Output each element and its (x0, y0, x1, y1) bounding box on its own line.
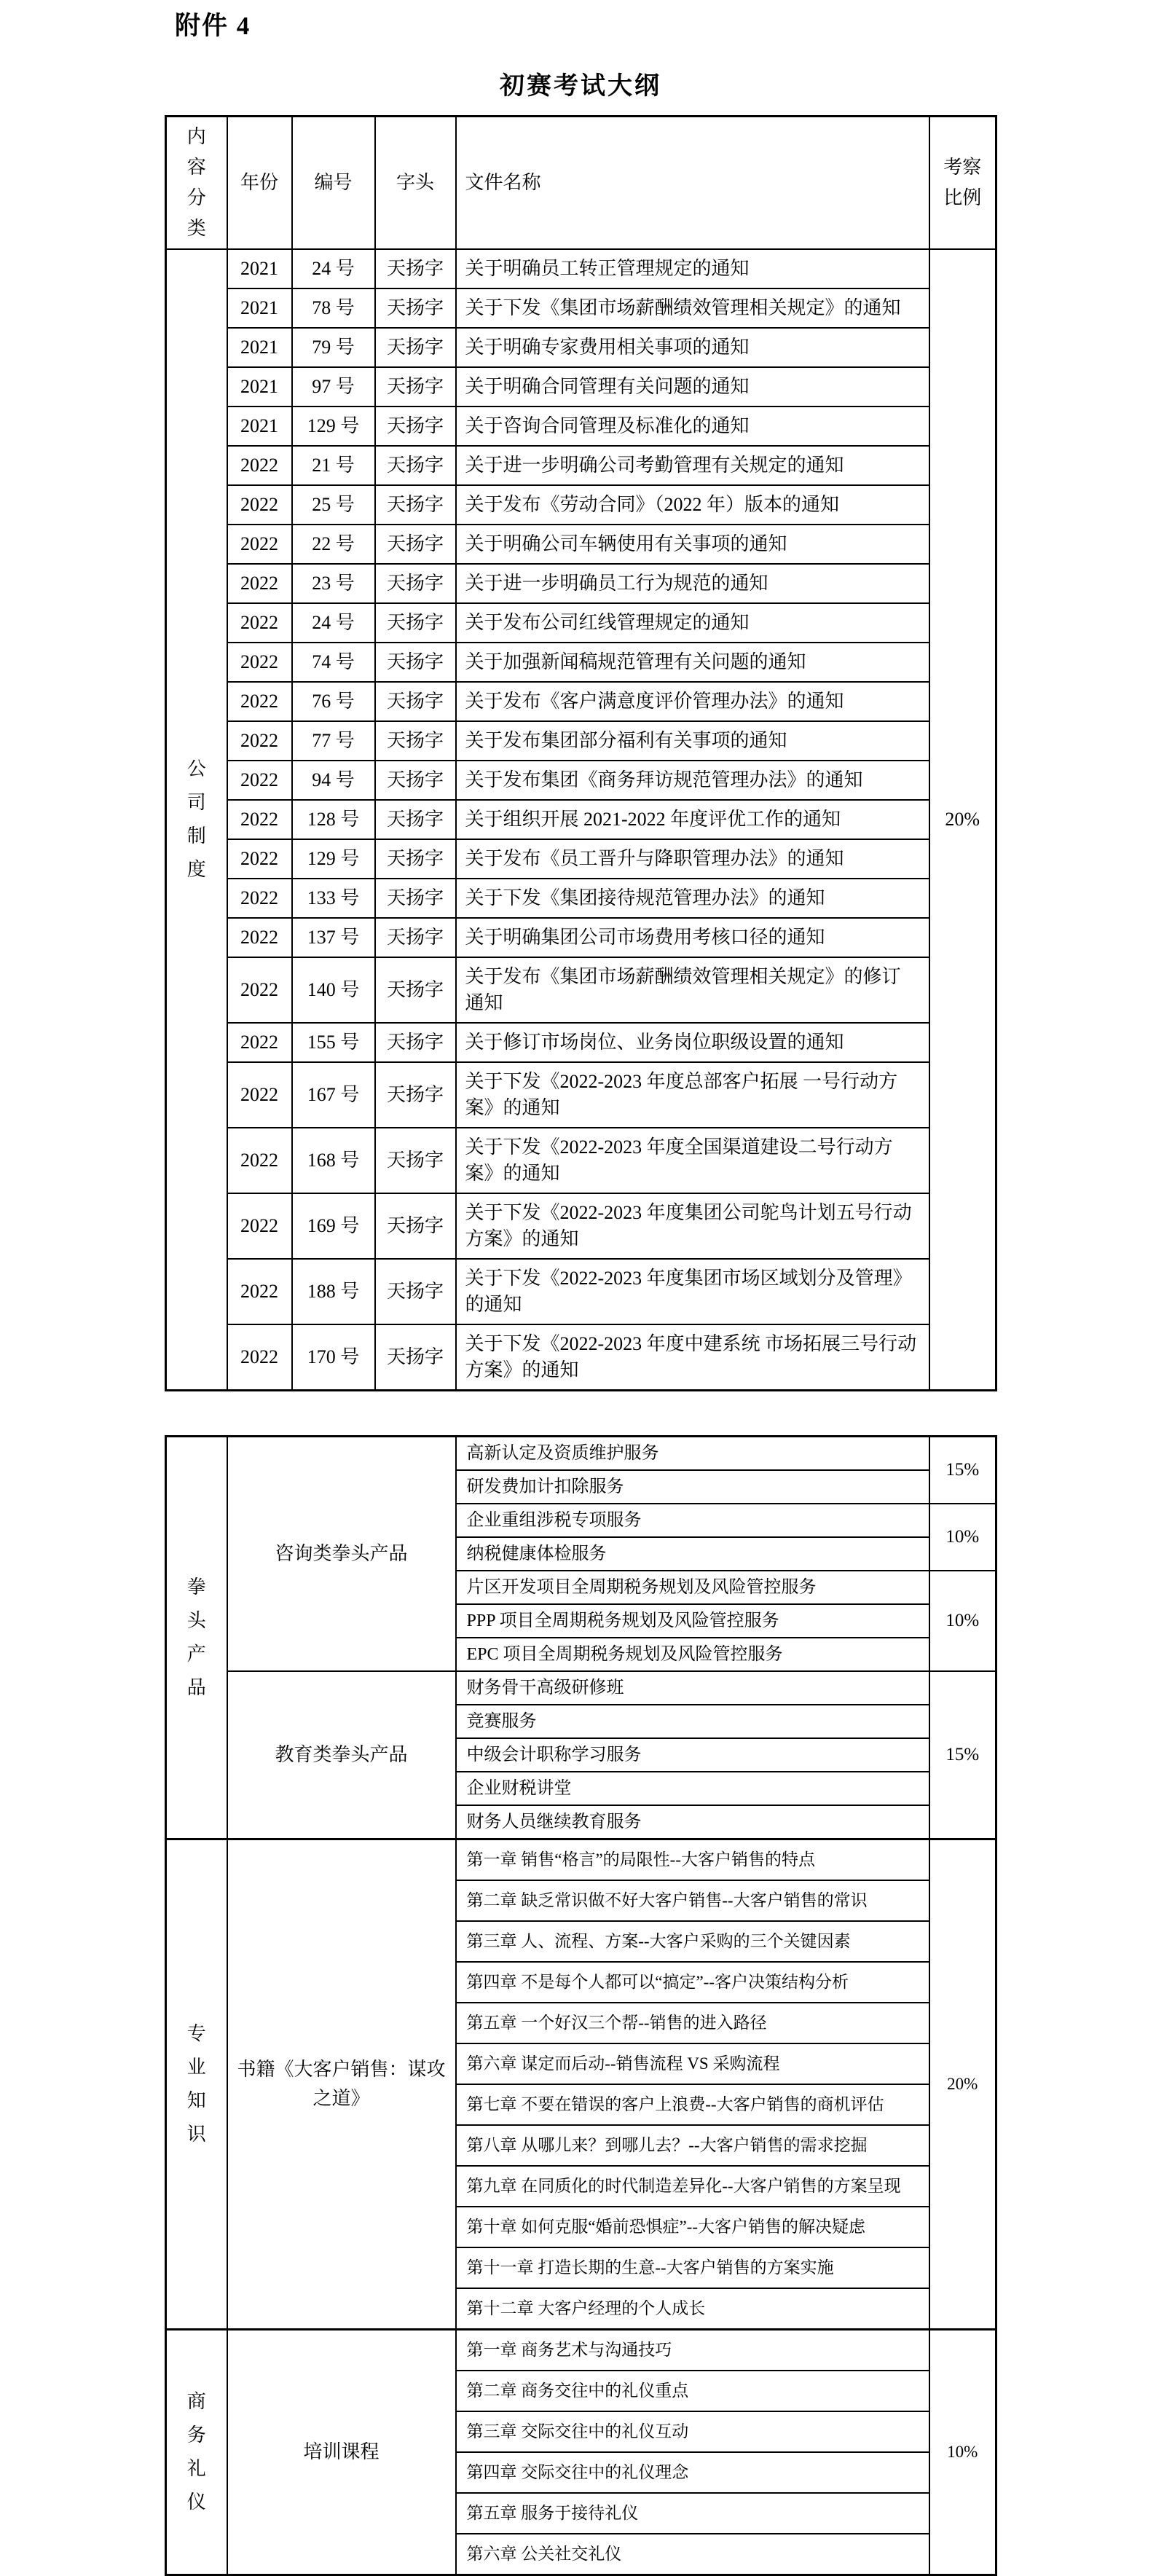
year-cell: 2022 (227, 682, 292, 721)
file-name-cell: 关于明确公司车辆使用有关事项的通知 (456, 525, 929, 564)
year-cell: 2021 (227, 249, 292, 288)
number-cell: 128 号 (292, 800, 375, 839)
year-cell: 2022 (227, 879, 292, 918)
content-item-cell: 第三章 交际交往中的礼仪互动 (456, 2411, 929, 2452)
number-cell: 78 号 (292, 288, 375, 328)
content-item-cell: 第二章 缺乏常识做不好大客户销售--大客户销售的常识 (456, 1880, 929, 1921)
prefix-cell: 天扬字 (375, 1062, 456, 1128)
content-item-cell: 第五章 服务于接待礼仪 (456, 2493, 929, 2534)
number-cell: 79 号 (292, 328, 375, 367)
number-cell: 170 号 (292, 1324, 375, 1391)
policy-row (166, 1324, 996, 1391)
file-name-cell: 关于发布《劳动合同》（2022 年）版本的通知 (456, 485, 929, 525)
policy-row (166, 407, 996, 446)
policy-row (166, 918, 996, 957)
header-year: 年份 (227, 117, 292, 250)
exam-ratio-cell: 10% (929, 1571, 996, 1671)
file-name-cell: 关于发布《集团市场薪酬绩效管理相关规定》的修订通知 (456, 957, 929, 1023)
content-item-cell: 第八章 从哪儿来？到哪儿去？--大客户销售的需求挖掘 (456, 2125, 929, 2166)
content-item-cell: 第二章 商务交往中的礼仪重点 (456, 2371, 929, 2411)
table1-header-row (166, 117, 996, 250)
prefix-cell: 天扬字 (375, 446, 456, 485)
content-row (166, 1437, 996, 1471)
policy-row (166, 367, 996, 407)
content-item-cell: 片区开发项目全周期税务规划及风险管控服务 (456, 1571, 929, 1604)
number-cell: 25 号 (292, 485, 375, 525)
file-name-cell: 关于发布《员工晋升与降职管理办法》的通知 (456, 839, 929, 879)
file-name-cell: 关于发布集团部分福利有关事项的通知 (456, 721, 929, 761)
exam-ratio-cell: 20% (929, 1839, 996, 2330)
table2-body (166, 1437, 996, 2575)
file-name-cell: 关于下发《集团接待规范管理办法》的通知 (456, 879, 929, 918)
content-item-cell: 第九章 在同质化的时代制造差异化--大客户销售的方案呈现 (456, 2166, 929, 2207)
policy-row (166, 721, 996, 761)
prefix-cell: 天扬字 (375, 682, 456, 721)
year-cell: 2021 (227, 367, 292, 407)
category-cell: 商务礼仪 (166, 2330, 227, 2575)
policy-row (166, 800, 996, 839)
content-item-cell: 第七章 不要在错误的客户上浪费--大客户销售的商机评估 (456, 2084, 929, 2125)
content-item-cell: 第三章 人、流程、方案--大客户采购的三个关键因素 (456, 1921, 929, 1962)
year-cell: 2022 (227, 446, 292, 485)
exam-ratio-cell: 20% (929, 249, 996, 1391)
file-name-cell: 关于咨询合同管理及标准化的通知 (456, 407, 929, 446)
number-cell: 24 号 (292, 603, 375, 643)
year-cell: 2022 (227, 603, 292, 643)
policy-row (166, 446, 996, 485)
prefix-cell: 天扬字 (375, 288, 456, 328)
prefix-cell: 天扬字 (375, 1128, 456, 1193)
year-cell: 2022 (227, 1062, 292, 1128)
file-name-cell: 关于明确合同管理有关问题的通知 (456, 367, 929, 407)
year-cell: 2022 (227, 957, 292, 1023)
prefix-cell: 天扬字 (375, 761, 456, 800)
prefix-cell: 天扬字 (375, 1193, 456, 1259)
subcategory-cell: 教育类拳头产品 (227, 1671, 456, 1839)
header-number: 编号 (292, 117, 375, 250)
policy-row (166, 1193, 996, 1259)
content-item-cell: 第十章 如何克服“婚前恐惧症”--大客户销售的解决疑虑 (456, 2207, 929, 2247)
attachment-label: 附件 4 (175, 12, 251, 40)
prefix-cell: 天扬字 (375, 839, 456, 879)
subcategory-cell: 培训课程 (227, 2330, 456, 2575)
prefix-cell: 天扬字 (375, 918, 456, 957)
content-item-cell: 企业财税讲堂 (456, 1772, 929, 1805)
policy-row (166, 1259, 996, 1324)
table1-body (166, 249, 996, 1391)
content-item-cell: 第六章 谋定而后动--销售流程 VS 采购流程 (456, 2043, 929, 2084)
number-cell: 188 号 (292, 1259, 375, 1324)
content-item-cell: EPC 项目全周期税务规划及风险管控服务 (456, 1638, 929, 1671)
number-cell: 76 号 (292, 682, 375, 721)
file-name-cell: 关于下发《2022-2023 年度总部客户拓展 一号行动方案》的通知 (456, 1062, 929, 1128)
year-cell: 2022 (227, 1324, 292, 1391)
year-cell: 2022 (227, 1193, 292, 1259)
file-name-cell: 关于明确集团公司市场费用考核口径的通知 (456, 918, 929, 957)
content-item-cell: PPP 项目全周期税务规划及风险管控服务 (456, 1604, 929, 1638)
policy-row (166, 839, 996, 879)
exam-ratio-cell: 15% (929, 1671, 996, 1839)
number-cell: 77 号 (292, 721, 375, 761)
policy-row (166, 249, 996, 288)
year-cell: 2022 (227, 485, 292, 525)
file-name-cell: 关于加强新闻稿规范管理有关问题的通知 (456, 643, 929, 682)
number-cell: 140 号 (292, 957, 375, 1023)
file-name-cell: 关于发布集团《商务拜访规范管理办法》的通知 (456, 761, 929, 800)
year-cell: 2022 (227, 1128, 292, 1193)
number-cell: 97 号 (292, 367, 375, 407)
number-cell: 167 号 (292, 1062, 375, 1128)
year-cell: 2022 (227, 839, 292, 879)
number-cell: 23 号 (292, 564, 375, 603)
file-name-cell: 关于修订市场岗位、业务岗位职级设置的通知 (456, 1023, 929, 1062)
subcategory-cell: 咨询类拳头产品 (227, 1437, 456, 1672)
number-cell: 74 号 (292, 643, 375, 682)
prefix-cell: 天扬字 (375, 1324, 456, 1391)
exam-ratio-cell: 10% (929, 2330, 996, 2575)
exam-ratio-cell: 15% (929, 1437, 996, 1504)
company-policy-table (165, 115, 997, 1391)
year-cell: 2022 (227, 721, 292, 761)
year-cell: 2021 (227, 328, 292, 367)
policy-row (166, 1023, 996, 1062)
content-item-cell: 第一章 销售“格言”的局限性--大客户销售的特点 (456, 1839, 929, 1881)
number-cell: 129 号 (292, 407, 375, 446)
prefix-cell: 天扬字 (375, 1259, 456, 1324)
content-item-cell: 财务人员继续教育服务 (456, 1805, 929, 1839)
content-item-cell: 第一章 商务艺术与沟通技巧 (456, 2330, 929, 2371)
year-cell: 2022 (227, 525, 292, 564)
policy-row (166, 603, 996, 643)
content-item-cell: 第六章 公关社交礼仪 (456, 2534, 929, 2575)
year-cell: 2021 (227, 407, 292, 446)
file-name-cell: 关于发布公司红线管理规定的通知 (456, 603, 929, 643)
prefix-cell: 天扬字 (375, 800, 456, 839)
year-cell: 2022 (227, 918, 292, 957)
content-item-cell: 高新认定及资质维护服务 (456, 1437, 929, 1471)
category-cell: 拳头产品 (166, 1437, 227, 1839)
subcategory-cell: 书籍《大客户销售：谋攻之道》 (227, 1839, 456, 2330)
file-name-cell: 关于明确专家费用相关事项的通知 (456, 328, 929, 367)
number-cell: 169 号 (292, 1193, 375, 1259)
file-name-cell: 关于进一步明确员工行为规范的通知 (456, 564, 929, 603)
prefix-cell: 天扬字 (375, 328, 456, 367)
policy-row (166, 957, 996, 1023)
year-cell: 2022 (227, 643, 292, 682)
file-name-cell: 关于下发《集团市场薪酬绩效管理相关规定》的通知 (456, 288, 929, 328)
prefix-cell: 天扬字 (375, 407, 456, 446)
file-name-cell: 关于下发《2022-2023 年度集团公司鸵鸟计划五号行动方案》的通知 (456, 1193, 929, 1259)
header-exam-ratio: 考察比例 (929, 117, 996, 250)
file-name-cell: 关于明确员工转正管理规定的通知 (456, 249, 929, 288)
content-row (166, 1671, 996, 1705)
content-item-cell: 第十二章 大客户经理的个人成长 (456, 2288, 929, 2330)
number-cell: 155 号 (292, 1023, 375, 1062)
year-cell: 2022 (227, 1259, 292, 1324)
content-item-cell: 第十一章 打造长期的生意--大客户销售的方案实施 (456, 2247, 929, 2288)
content-item-cell: 纳税健康体检服务 (456, 1537, 929, 1571)
policy-row (166, 328, 996, 367)
prefix-cell: 天扬字 (375, 485, 456, 525)
prefix-cell: 天扬字 (375, 564, 456, 603)
header-file-name: 文件名称 (456, 117, 929, 250)
number-cell: 133 号 (292, 879, 375, 918)
file-name-cell: 关于下发《2022-2023 年度集团市场区域划分及管理》的通知 (456, 1259, 929, 1324)
prefix-cell: 天扬字 (375, 603, 456, 643)
year-cell: 2022 (227, 800, 292, 839)
content-item-cell: 竞赛服务 (456, 1705, 929, 1738)
policy-row (166, 485, 996, 525)
policy-row (166, 1062, 996, 1128)
tables-area (165, 115, 995, 2576)
prefix-cell: 天扬字 (375, 249, 456, 288)
file-name-cell: 关于进一步明确公司考勤管理有关规定的通知 (456, 446, 929, 485)
number-cell: 94 号 (292, 761, 375, 800)
policy-row (166, 1128, 996, 1193)
number-cell: 168 号 (292, 1128, 375, 1193)
year-cell: 2022 (227, 1023, 292, 1062)
file-name-cell: 关于组织开展 2021-2022 年度评优工作的通知 (456, 800, 929, 839)
category-cell: 公司制度 (166, 249, 227, 1391)
prefix-cell: 天扬字 (375, 721, 456, 761)
content-item-cell: 第四章 交际交往中的礼仪理念 (456, 2452, 929, 2493)
year-cell: 2022 (227, 564, 292, 603)
category-cell: 专业知识 (166, 1839, 227, 2330)
file-name-cell: 关于下发《2022-2023 年度全国渠道建设二号行动方案》的通知 (456, 1128, 929, 1193)
file-name-cell: 关于发布《客户满意度评价管理办法》的通知 (456, 682, 929, 721)
content-item-cell: 财务骨干高级研修班 (456, 1671, 929, 1705)
page-title: 初赛考试大纲 (500, 73, 661, 100)
file-name-cell: 关于下发《2022-2023 年度中建系统 市场拓展三号行动方案》的通知 (456, 1324, 929, 1391)
prefix-cell: 天扬字 (375, 367, 456, 407)
number-cell: 24 号 (292, 249, 375, 288)
prefix-cell: 天扬字 (375, 525, 456, 564)
header-content-category: 内容分类 (166, 117, 227, 250)
content-row (166, 2330, 996, 2371)
content-item-cell: 研发费加计扣除服务 (456, 1470, 929, 1504)
year-cell: 2022 (227, 761, 292, 800)
policy-row (166, 682, 996, 721)
content-item-cell: 第四章 不是每个人都可以“搞定”--客户决策结构分析 (456, 1962, 929, 2003)
prefix-cell: 天扬字 (375, 1023, 456, 1062)
number-cell: 137 号 (292, 918, 375, 957)
number-cell: 129 号 (292, 839, 375, 879)
content-item-cell: 中级会计职称学习服务 (456, 1738, 929, 1772)
policy-row (166, 643, 996, 682)
prefix-cell: 天扬字 (375, 643, 456, 682)
products-knowledge-table (165, 1435, 997, 2576)
year-cell: 2021 (227, 288, 292, 328)
prefix-cell: 天扬字 (375, 879, 456, 918)
content-row (166, 1839, 996, 1881)
number-cell: 22 号 (292, 525, 375, 564)
prefix-cell: 天扬字 (375, 957, 456, 1023)
number-cell: 21 号 (292, 446, 375, 485)
policy-row (166, 879, 996, 918)
content-item-cell: 第五章 一个好汉三个帮--销售的进入路径 (456, 2003, 929, 2043)
header-prefix: 字头 (375, 117, 456, 250)
exam-ratio-cell: 10% (929, 1504, 996, 1571)
policy-row (166, 761, 996, 800)
policy-row (166, 525, 996, 564)
policy-row (166, 564, 996, 603)
content-item-cell: 企业重组涉税专项服务 (456, 1504, 929, 1537)
policy-row (166, 288, 996, 328)
